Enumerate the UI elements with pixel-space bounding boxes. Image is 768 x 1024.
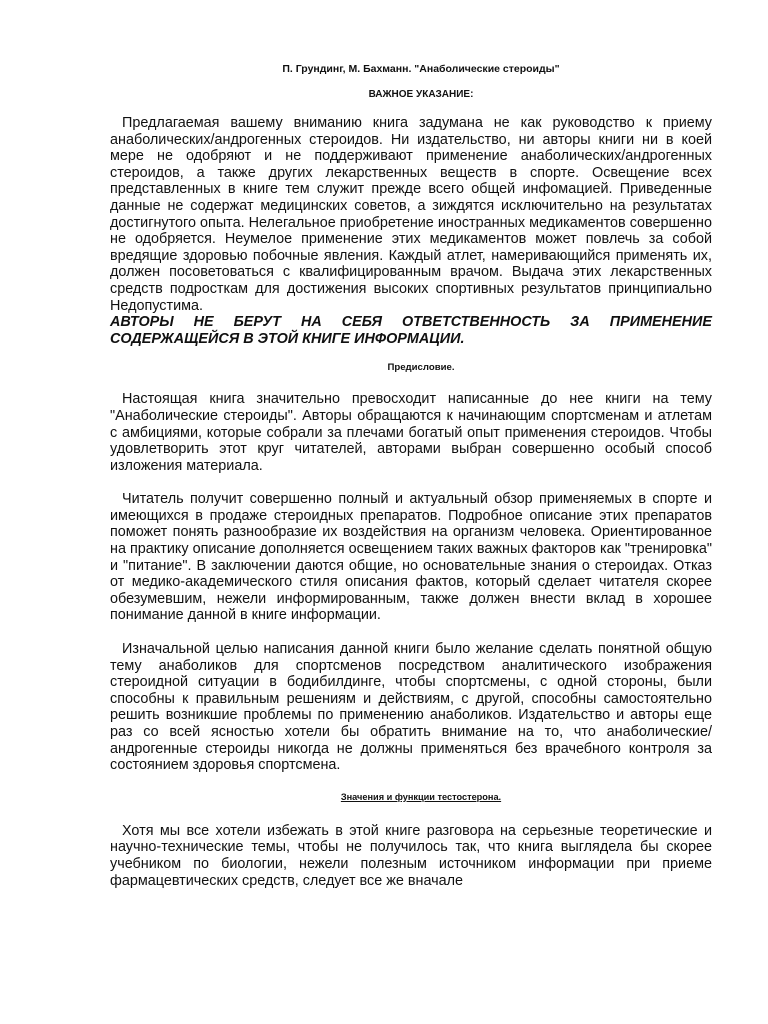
- warning-paragraph: Предлагаемая вашему вниманию книга задумана не как руководство к приему анаболических/андрогенных стероидов. Ни издательство, ни авторы книги ни в коей мере не одобряют и не поддерживают применение анаболических/андрогенных стероидов, а также других лекарственных веществ в спорте. Освещение всех представленных в книге тем служит прежде всего общей инфомацией. Приведенные данные не содержат медицинских советов, а зиждятся исключительно на результатах достигнутого опыта. Нелегальное приобретение иностранных медикаментов совершенно не одобряется. Неумелое применение этих медикаментов может повлечь за собой вредящие здоровью побочные явления. Каждый атлет, намеривающийся применять их, должен посоветоваться с квалифицированным врачом. Выдача этих лекарственных средств подросткам для достижения высоких спортивных результатов принципиально Недопустима.: [110, 115, 712, 314]
- testosterone-heading: Значения и функции тестостерона.: [340, 791, 502, 802]
- testosterone-paragraph: Хотя мы все хотели избежать в этой книге разговора на серьезные теоретические и научно-технические темы, чтобы не получилось так, что книга выглядела бы скорее учебником по биологии, нежели полезным источником информации при приеме фармацевтических средств, следует все же вначале: [110, 822, 712, 889]
- preface-paragraph-1: Настоящая книга значительно превосходит написанные до нее книги на тему "Анаболические стероиды". Авторы обращаются к начинающим спортсменам и атлетам с амбициями, которые собрали за плечами богатый опыт применения стероидов. Чтобы удовлетворить этот круг читателей, авторами выбран совершенно особый способ изложения материала.: [110, 391, 712, 474]
- document-title: П. Грундинг, М. Бахманн. "Анаболические стероиды": [282, 63, 560, 75]
- warning-emphasis: АВТОРЫ НЕ БЕРУТ НА СЕБЯ ОТВЕТСТВЕННОСТЬ ЗА ПРИМЕНЕНИЕ СОДЕРЖАЩЕЙСЯ В ЭТОЙ КНИГЕ ИНФОРМАЦИИ.: [110, 314, 712, 347]
- preface-paragraph-2: Читатель получит совершенно полный и актуальный обзор применяемых в спорте и имеющихся в продаже стероидных препаратов. Подробное описание этих препаратов поможет понять разнообразие их воздействия на организм человека. Ориентированное на практику описание дополняется освещением таких важных факторов как "тренировка" и "питание". В заключении даются общие, но основательные знания о стероидах. Отказ от медико-академического стиля описания фактов, который сделает читателя скорее обезумевшим, нежели информированным, также должен внести вклад в хорошее понимание данной в книге информации.: [110, 491, 712, 624]
- preface-paragraph-3: Изначальной целью написания данной книги было желание сделать понятной общую тему анаболиков для спортсменов посредством аналитического изображения стероидной ситуации в бодибилдинге, чтобы спортсмены, с одной стороны, были способны к правильным решениям и действиям, с другой, способны самостоятельно решить возникшие проблемы по применению анаболиков. Издательство и авторы еще раз со всей ясностью хотели бы обратить внимание на то, что анаболические/андрогенные стероиды никогда не должны применяться без врачебного контроля за состоянием здоровья спортсмена.: [110, 641, 712, 774]
- preface-heading: Предисловие.: [387, 362, 455, 374]
- document-page: [110, 62, 712, 889]
- warning-heading: ВАЖНОЕ УКАЗАНИЕ:: [368, 89, 474, 100]
